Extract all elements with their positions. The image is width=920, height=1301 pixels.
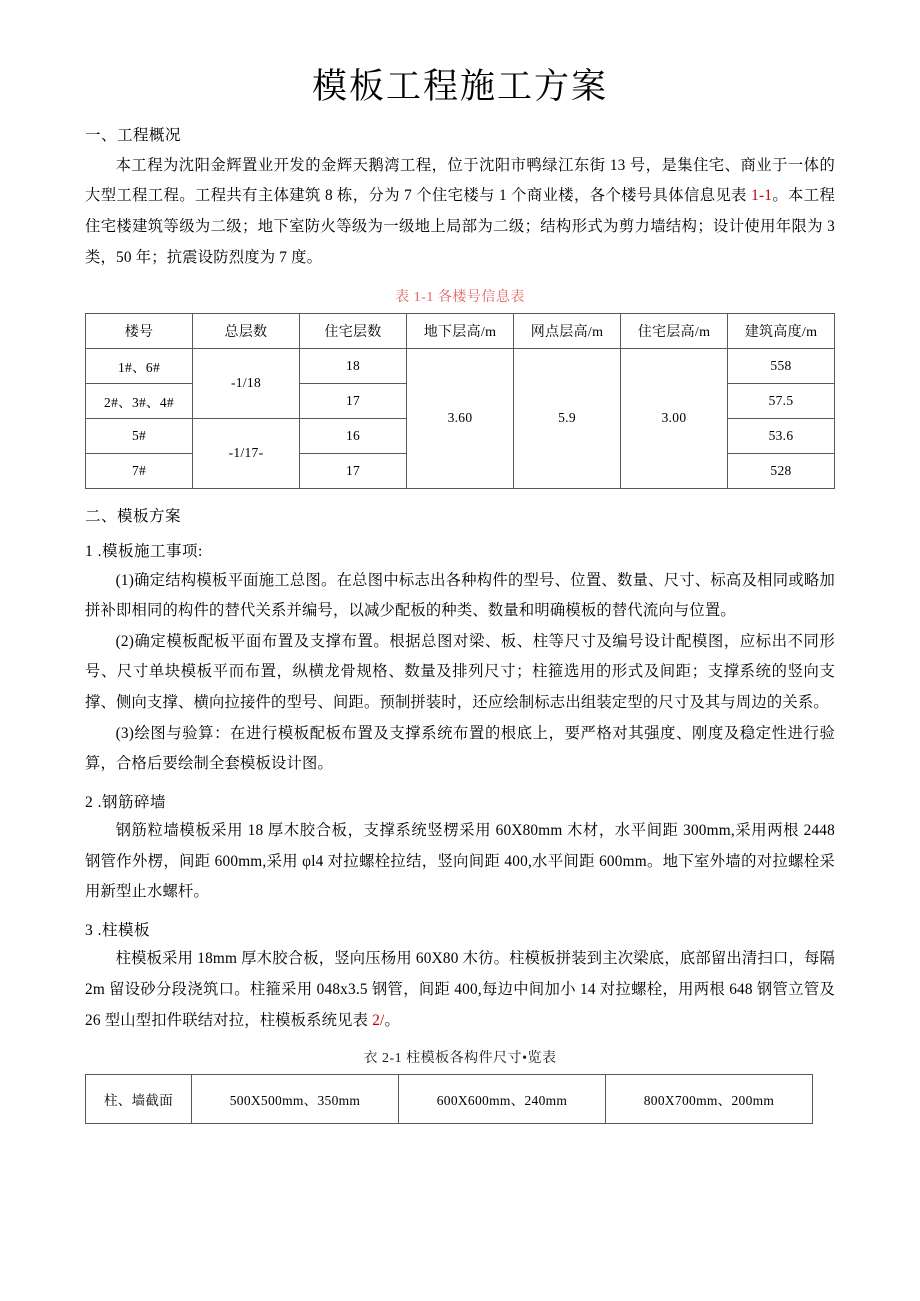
- table-ref-2: 2/: [372, 1011, 385, 1029]
- cell-jianzhugaodu: 528: [728, 453, 835, 488]
- cell-louhao: 7#: [86, 453, 193, 488]
- overview-text-part-1: 本工程为沈阳金辉置业开发的金辉天鹅湾工程，位于沈阳市鸭绿江东街 13 号，是集住宅、商业于一体的大型工程工程。工程共有主体建筑 8 栋，分为 7 个住宅楼与 1 个商业楼，各个楼号具体信息见表: [85, 156, 835, 205]
- paragraph-rebar-wall: 钢筋粒墙模板采用 18 厚木胶合板，支撑系统竖楞采用 60X80mm 木材，水平间距 300mm,采用两根 2448 钢管作外楞，间距 600mm,采用 φl4 对拉螺栓拉结，竖向间距 400,水平间距 600mm。地下室外墙的对拉螺栓采用新型止水螺杆。: [85, 822, 835, 901]
- cell-jianzhugaodu: 53.6: [728, 418, 835, 453]
- paragraph-item-3: (3)绘图与验算：在进行模板配板布置及支撑系统布置的根底上，要严格对其强度、刚度及稳定性进行验算，合格后要绘制全套模板设计图。: [85, 724, 835, 773]
- overview-text-part-2: 。本工程住宅楼建筑等级为二级；地下室防火等级为一级地上局部为二级；结构形式为剪力墙结构；设计使用年限为 3 类，50 年；抗震设防烈度为 7 度。: [85, 187, 835, 266]
- cell-zhuzhaicengshu: 16: [300, 418, 407, 453]
- section-heading-overview: 一、工程概况: [85, 127, 182, 144]
- paragraph-column-formwork: [85, 944, 835, 1036]
- cell-louhao: 2#、3#、4#: [86, 383, 193, 418]
- cell-zhuzhaicengshu: 18: [300, 348, 407, 383]
- cell-louhao: 5#: [86, 418, 193, 453]
- th-zhuzhaicenggao: 住宅层高/m: [621, 313, 728, 348]
- cell-section-size-1: 500X500mm、350mm: [192, 1074, 399, 1123]
- th-zongcengshu: 总层数: [193, 313, 300, 348]
- cell-dixiacenggao: 3.60: [407, 348, 514, 488]
- paragraph-item-2: (2)确定模板配板平面布置及支撑布置。根据总图对梁、板、柱等尺寸及编号设计配模图，应标出不同形号、尺寸单块模板平而布置，纵横龙骨规格、数量及排列尺寸；柱箍选用的形式及间距；支撑系统的竖向支撑、侧向支撑、横向拉接件的型号、间距。预制拼装时，还应绘制标志出组装定型的尺寸及其与周边的关系。: [85, 632, 835, 712]
- cell-zhuzhaicenggao: 3.00: [621, 348, 728, 488]
- table1-caption: 表 1-1 各楼号信息表: [395, 290, 525, 306]
- cell-zongcengshu: -1/17-: [193, 418, 300, 488]
- th-wangdiancenggao: 网点层高/m: [514, 313, 621, 348]
- table-row: [86, 348, 835, 383]
- cell-zongcengshu: -1/18: [193, 348, 300, 418]
- table-header-row: [86, 313, 835, 348]
- cell-section-size-2: 600X600mm、240mm: [399, 1074, 606, 1123]
- cell-section-label: 柱、墙截面: [86, 1074, 192, 1123]
- th-dixiacenggao: 地下层高/m: [407, 313, 514, 348]
- column-text-part-2: 。: [384, 1011, 401, 1029]
- table2-caption: 衣 2-1 柱模板各构件尺寸•览表: [363, 1051, 557, 1067]
- cell-jianzhugaodu: 558: [728, 348, 835, 383]
- page-title: 模板工程施工方案: [311, 67, 608, 106]
- section-heading-formwork-plan: 二、模板方案: [85, 507, 182, 525]
- cell-section-size-3: 800X700mm、200mm: [606, 1074, 813, 1123]
- cell-zhuzhaicengshu: 17: [300, 383, 407, 418]
- th-louhao: 楼号: [86, 313, 193, 348]
- table-row: [86, 1074, 813, 1123]
- subsection-heading-construction-items: 1 .模板施工事项:: [85, 543, 203, 561]
- table-building-info: [85, 313, 835, 489]
- cell-wangdiancenggao: 5.9: [514, 348, 621, 488]
- cell-jianzhugaodu: 57.5: [728, 383, 835, 418]
- subsection-heading-column-formwork: 3 .柱模板: [85, 921, 151, 939]
- table-ref-1-1: 1-1: [751, 187, 773, 205]
- cell-zhuzhaicengshu: 17: [300, 453, 407, 488]
- cell-louhao: 1#、6#: [86, 348, 193, 383]
- paragraph-project-overview: [85, 151, 835, 273]
- table-column-section-sizes: [85, 1074, 813, 1124]
- th-jianzhugaodu: 建筑高度/m: [728, 313, 835, 348]
- column-text-part-1: 柱模板采用 18mm 厚木胶合板，竖向压杨用 60X80 木彷。柱模板拼装到主次梁底，底部留出清扫口，每隔 2m 留设砂分段浇筑口。柱箍采用 048x3.5 钢管，间距 400,每边中间加小 14 对拉螺栓，用两根 648 钢管立管及 26 型山型扣件联结对拉，柱模板系统见表: [85, 950, 835, 1029]
- th-zhuzhaicengshu: 住宅层数: [300, 313, 407, 348]
- subsection-heading-rebar-wall: 2 .钢筋碎墙: [85, 793, 167, 811]
- paragraph-item-1: (1)确定结构模板平面施工总图。在总图中标志出各种构件的型号、位置、数量、尺寸、标高及相同或略加拼补即相同的构件的替代关系并编号，以减少配板的种类、数量和明确模板的替代流向与位置。: [85, 571, 835, 620]
